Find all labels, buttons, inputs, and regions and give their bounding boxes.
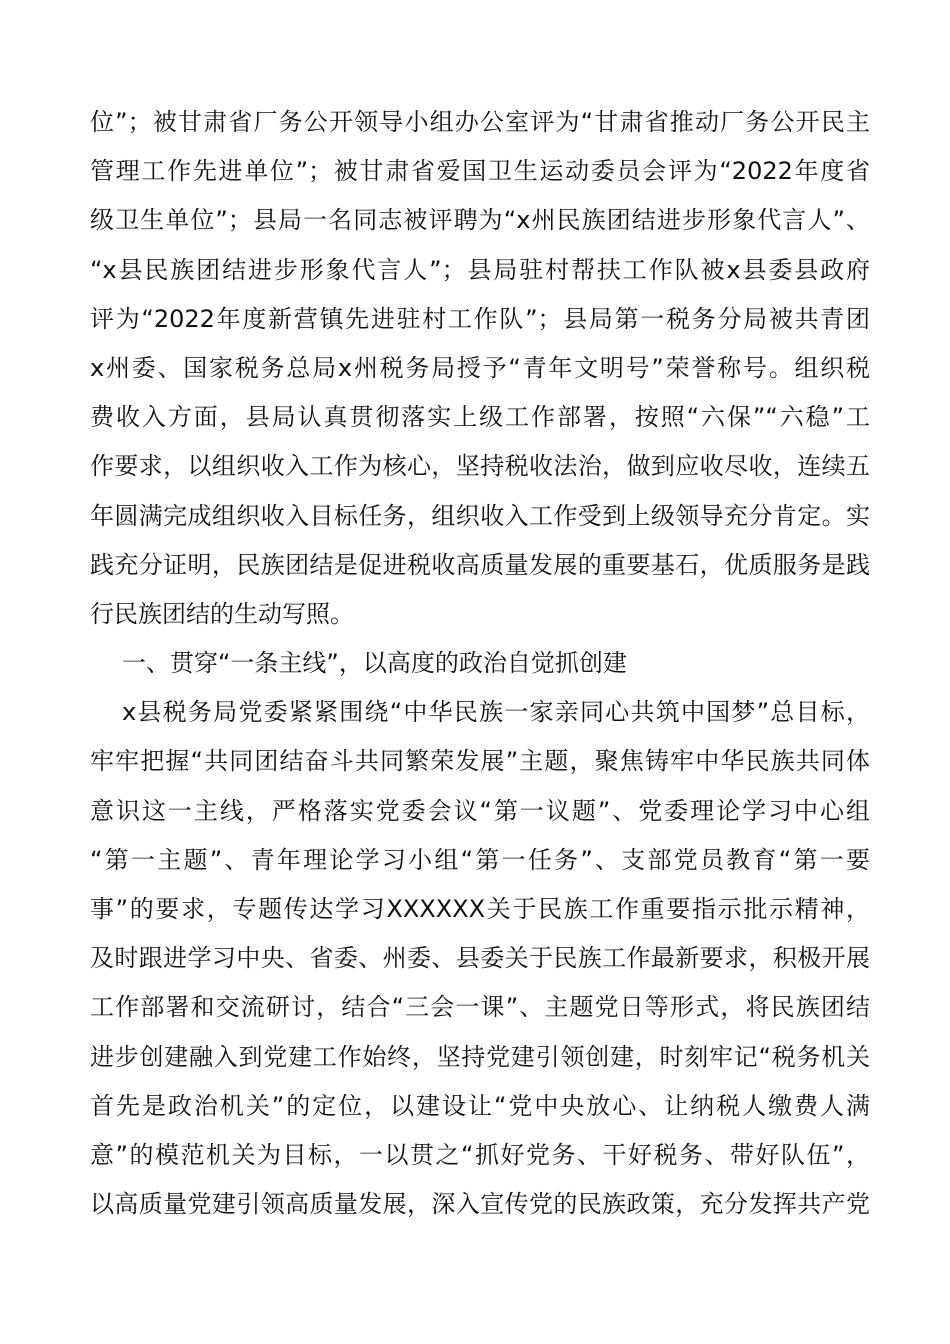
body-line: 意识这一主线，严格落实党委会议“第一议题”、党委理论学习中心组 [90, 796, 870, 825]
body-line: 年圆满完成组织收入目标任务，组织收入工作受到上级领导充分肯定。实 [90, 501, 870, 530]
body-line: 牢牢把握“共同团结奋斗共同繁荣发展”主题，聚焦铸牢中华民族共同体 [90, 747, 870, 776]
body-line: 事”的要求，专题传达学习XXXXXX关于民族工作重要指示批示精神， [90, 895, 870, 923]
document-body [90, 98, 870, 1229]
body-line: 以高质量党建引领高质量发展，深入宣传党的民族政策，充分发挥共产党 [90, 1190, 870, 1219]
body-line: “第一主题”、青年理论学习小组“第一任务”、支部党员教育“第一要 [90, 845, 870, 874]
body-line: x州委、国家税务总局x州税务局授予“青年文明号”荣誉称号。组织税 [90, 353, 870, 382]
body-line: 级卫生单位”；县局一名同志被评聘为“x州民族团结进步形象代言人”、 [90, 206, 870, 235]
body-line-paragraph-end: 行民族团结的生动写照。 [90, 599, 354, 628]
paragraph-first-line: x县税务局党委紧紧围绕“中华民族一家亲同心共筑中国梦”总目标， [122, 698, 870, 727]
body-line: 作要求，以组织收入工作为核心，坚持税收法治，做到应收尽收，连续五 [90, 452, 870, 481]
body-line: “x县民族团结进步形象代言人”；县局驻村帮扶工作队被x县委县政府 [90, 255, 870, 284]
body-line: 评为“2022年度新营镇先进驻村工作队”；县局第一税务分局被共青团 [90, 304, 870, 333]
body-line: 工作部署和交流研讨，结合“三会一课”、主题党日等形式，将民族团结 [90, 993, 870, 1022]
section-heading: 一、贯穿“一条主线”，以高度的政治自觉抓创建 [122, 649, 627, 678]
body-line: 践充分证明，民族团结是促进税收高质量发展的重要基石，优质服务是践 [90, 550, 870, 579]
body-line: 及时跟进学习中央、省委、州委、县委关于民族工作最新要求，积极开展 [90, 944, 870, 973]
body-line: 进步创建融入到党建工作始终，坚持党建引领创建，时刻牢记“税务机关 [90, 1042, 870, 1071]
body-line: 首先是政治机关”的定位，以建设让“党中央放心、让纳税人缴费人满 [90, 1091, 870, 1120]
body-line: 位”；被甘肃省厂务公开领导小组办公室评为“甘肃省推动厂务公开民主 [90, 108, 870, 136]
body-line: 费收入方面，县局认真贯彻落实上级工作部署，按照“六保”“六稳”工 [90, 403, 870, 432]
body-line: 管理工作先进单位”；被甘肃省爱国卫生运动委员会评为“2022年度省 [90, 157, 870, 186]
body-line: 意”的模范机关为目标，一以贯之“抓好党务、干好税务、带好队伍”， [90, 1140, 870, 1169]
